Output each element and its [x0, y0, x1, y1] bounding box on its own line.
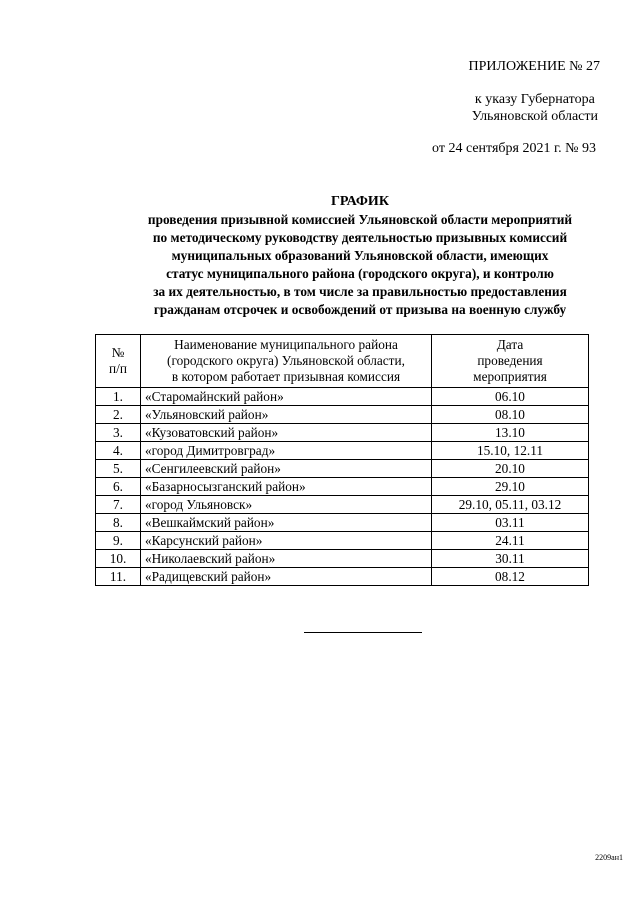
appendix-label: ПРИЛОЖЕНИЕ № 27 — [468, 59, 600, 74]
row-num: 4. — [96, 442, 141, 460]
row-date: 08.10 — [432, 406, 589, 424]
table-header — [96, 335, 589, 388]
title-line: по методическому руководству деятельностью призывных комиссий — [152, 230, 568, 245]
row-name: «Кузоватовский район» — [141, 424, 432, 442]
row-date: 08.12 — [432, 568, 589, 586]
table-row — [96, 568, 589, 586]
schedule-table — [95, 334, 589, 586]
row-date: 30.11 — [432, 550, 589, 568]
row-name: «Базарносызганский район» — [141, 478, 432, 496]
row-num: 9. — [96, 532, 141, 550]
row-date: 13.10 — [432, 424, 589, 442]
table-row — [96, 406, 589, 424]
header-date-line: мероприятия — [473, 369, 547, 384]
row-name: «город Димитровград» — [141, 442, 432, 460]
header-name-line: в котором работает призывная комиссия — [171, 369, 401, 384]
row-name: «Сенгилеевский район» — [141, 460, 432, 478]
row-num: 3. — [96, 424, 141, 442]
row-num: 2. — [96, 406, 141, 424]
table-row — [96, 478, 589, 496]
row-date: 20.10 — [432, 460, 589, 478]
header-name-line: Наименование муниципального района — [174, 337, 398, 352]
title-line: гражданам отсрочек и освобождений от призыва на военную службу — [153, 302, 567, 317]
row-num: 1. — [96, 388, 141, 406]
title-line: проведения призывной комиссией Ульяновской области мероприятий — [147, 212, 573, 227]
table-row — [96, 442, 589, 460]
row-date: 15.10, 12.11 — [432, 442, 589, 460]
table-row — [96, 496, 589, 514]
footer-code — [595, 853, 623, 862]
closing-divider — [304, 632, 422, 633]
header-name — [141, 335, 432, 388]
decree-reference — [472, 91, 598, 125]
table-row — [96, 460, 589, 478]
header-num-line: п/п — [109, 361, 127, 376]
header-date — [432, 335, 589, 388]
title-main: ГРАФИК — [331, 194, 389, 209]
row-date: 06.10 — [432, 388, 589, 406]
decree-line-1: к указу Губернатора — [474, 92, 595, 107]
decree-line-2: Ульяновской области — [471, 109, 598, 124]
decree-date-text: от 24 сентября 2021 г. № 93 — [432, 141, 596, 156]
row-num: 11. — [96, 568, 141, 586]
footer-code-text: 2209ан1 — [595, 853, 623, 862]
title-line: муниципальных образований Ульяновской области, имеющих — [171, 248, 549, 263]
row-name: «Вешкаймский район» — [141, 514, 432, 532]
row-num: 7. — [96, 496, 141, 514]
header-num — [96, 335, 141, 388]
row-num: 8. — [96, 514, 141, 532]
table-row — [96, 424, 589, 442]
header-name-line: (городского округа) Ульяновской области, — [167, 353, 405, 368]
header-row — [96, 335, 589, 388]
table-row — [96, 514, 589, 532]
document-title — [90, 193, 630, 319]
header-num-line: № — [111, 345, 125, 360]
row-num: 5. — [96, 460, 141, 478]
row-date: 03.11 — [432, 514, 589, 532]
table-row — [96, 550, 589, 568]
header-date-line: проведения — [477, 353, 543, 368]
row-name: «Карсунский район» — [141, 532, 432, 550]
row-num: 10. — [96, 550, 141, 568]
row-date: 29.10 — [432, 478, 589, 496]
row-name: «Николаевский район» — [141, 550, 432, 568]
table-row — [96, 388, 589, 406]
row-date: 24.11 — [432, 532, 589, 550]
row-name: «город Ульяновск» — [141, 496, 432, 514]
header-date-line: Дата — [496, 337, 524, 352]
title-line: за их деятельностью, в том числе за правильностью предоставления — [153, 284, 567, 299]
row-name: «Старомайнский район» — [141, 388, 432, 406]
row-date: 29.10, 05.11, 03.12 — [432, 496, 589, 514]
decree-date — [432, 140, 596, 157]
table-body — [96, 388, 589, 586]
table-row — [96, 532, 589, 550]
title-line: статус муниципального района (городского округа), и контролю — [166, 266, 554, 281]
row-name: «Ульяновский район» — [141, 406, 432, 424]
row-num: 6. — [96, 478, 141, 496]
row-name: «Радищевский район» — [141, 568, 432, 586]
appendix-number — [469, 58, 601, 75]
